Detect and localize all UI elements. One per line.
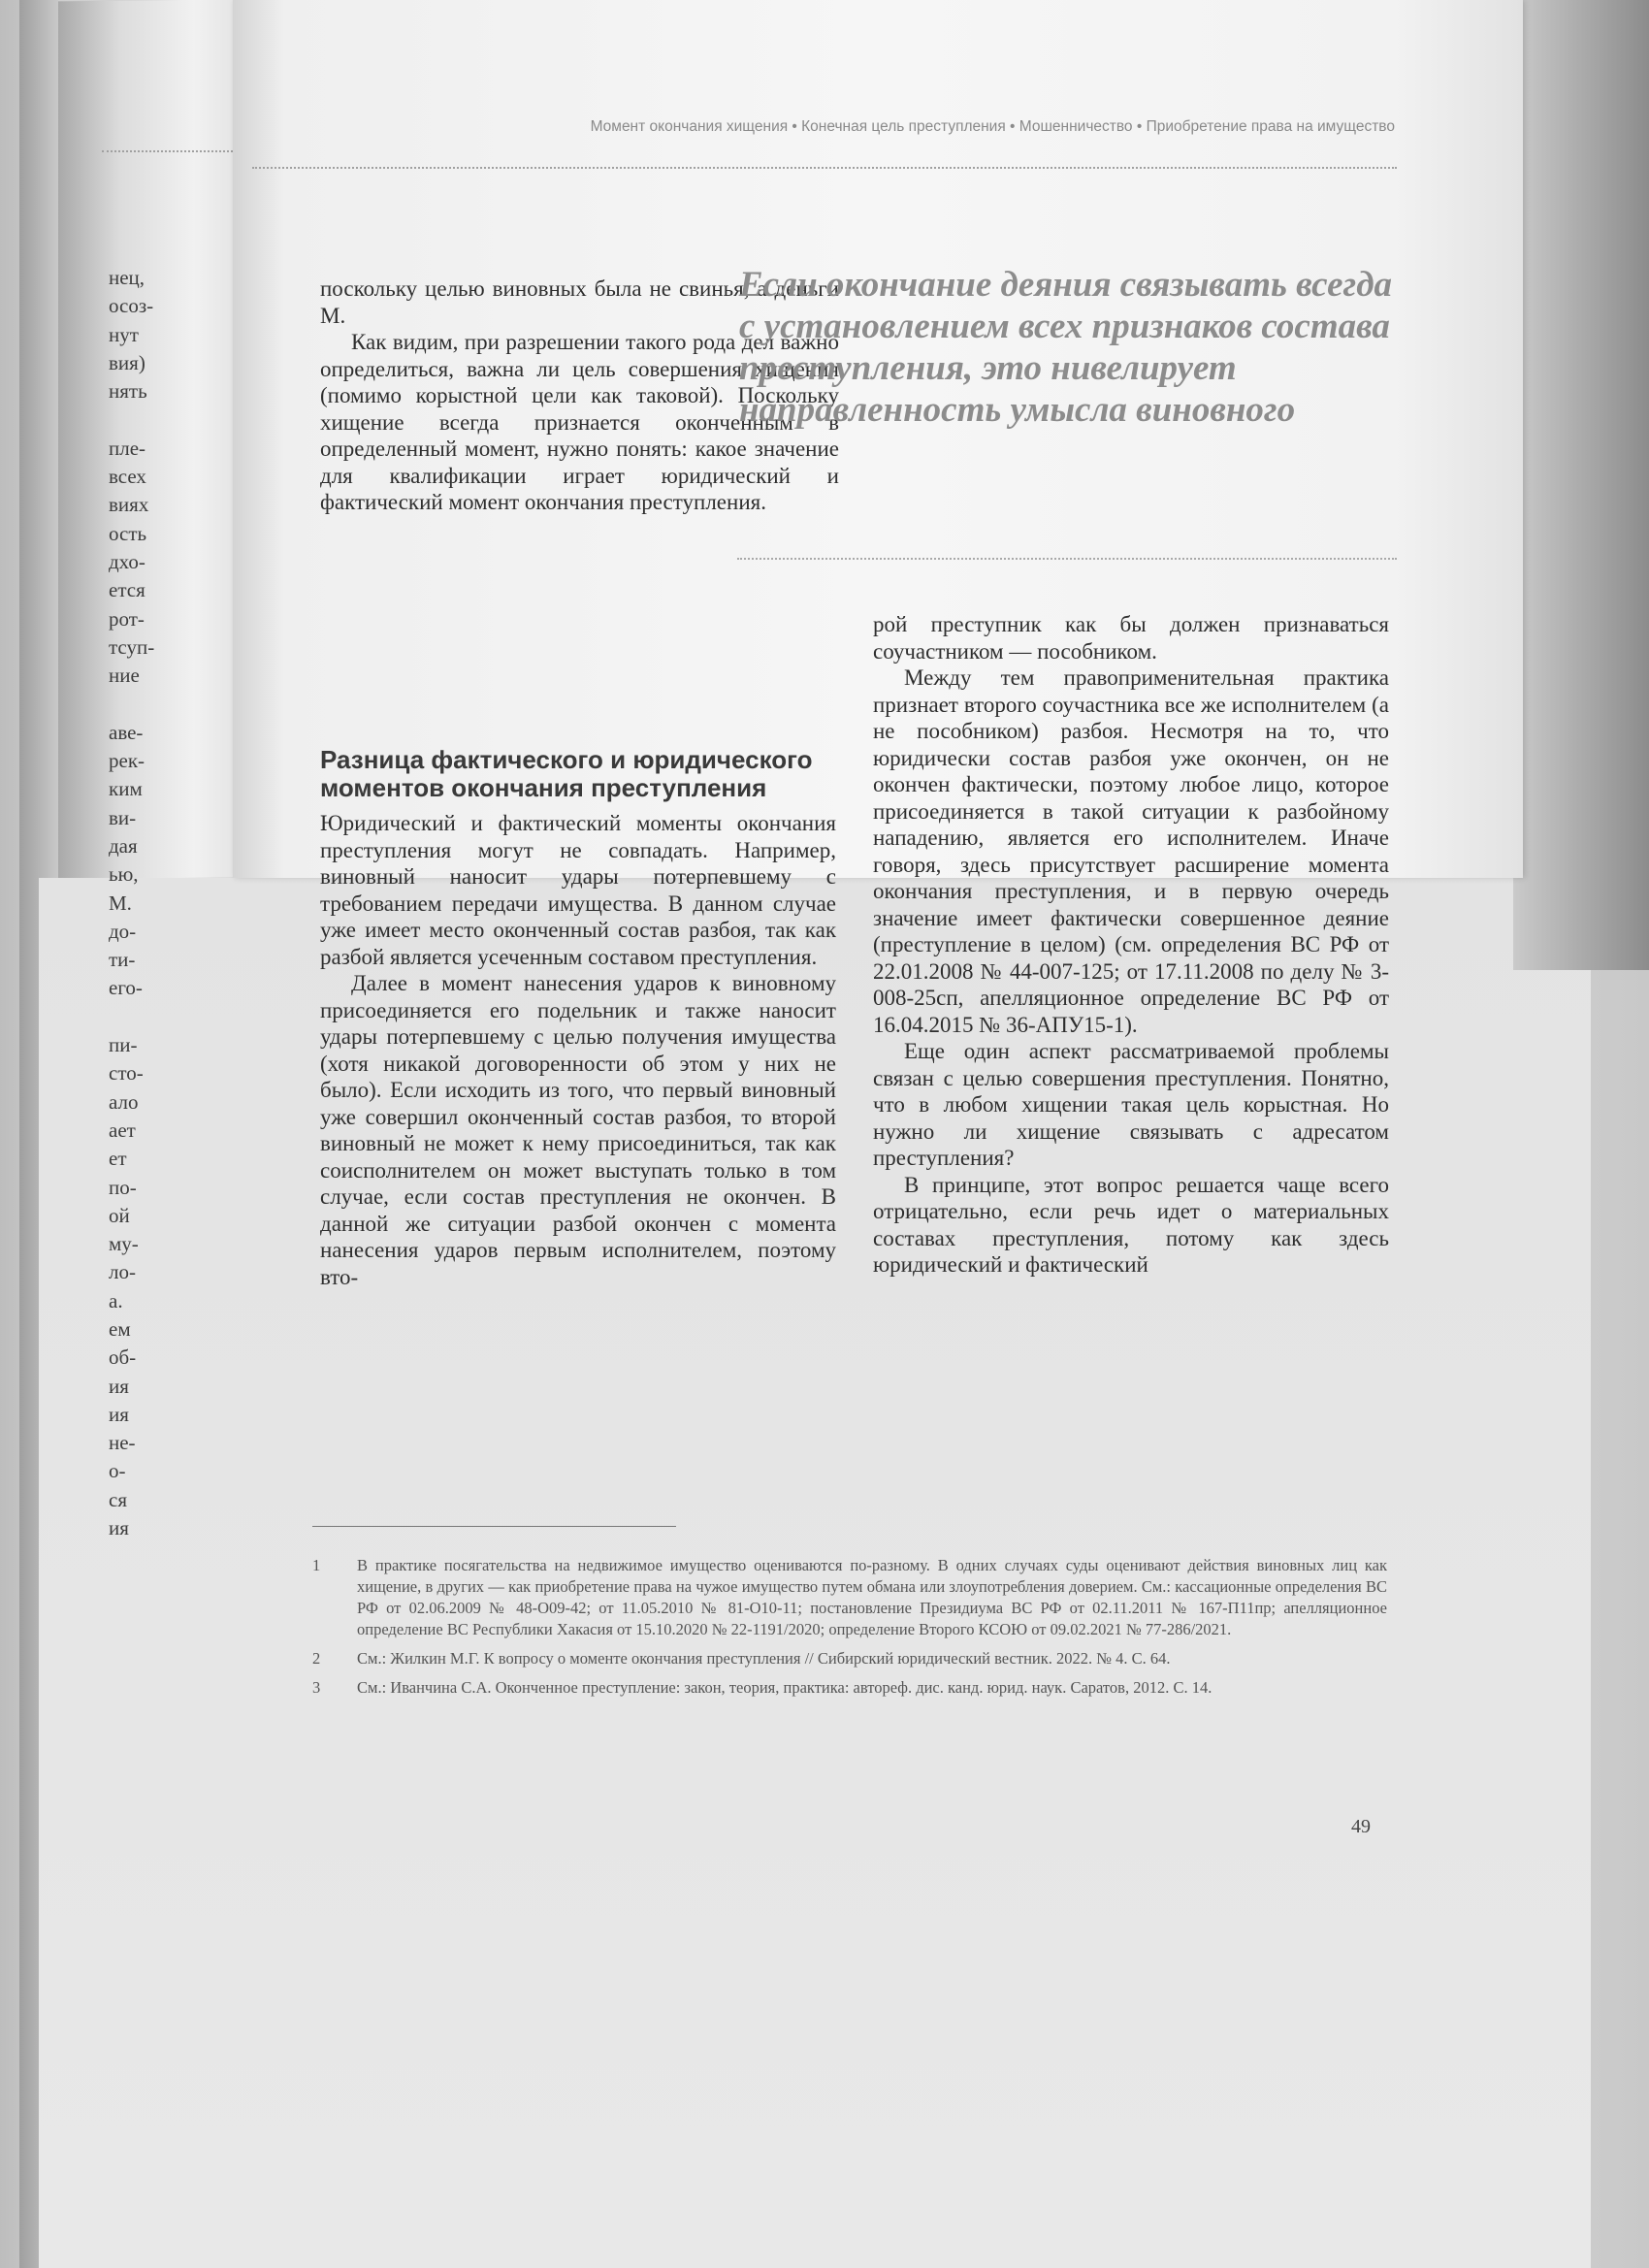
footnote-rule: [312, 1526, 676, 1527]
facing-page-line: его-: [109, 976, 143, 1000]
paragraph: Между тем правоприменительная практика признает второго соучастника все же исполнителем (а не пособником) разбоя. Несмотря на то, что юридически состав разбоя уже окончен, он не окончен фактически, поэтому любое лицо, которое присоединяется в такой ситуации к разбойному нападению, является его исполнителем. Иначе говоря, здесь присутствует расширение момента окончания преступления, и в первую очередь значение имеет фактически совершенное деяние (преступление в целом) (см. определения ВС РФ от 22.01.2008 № 44-007-125; от 17.11.2008 по делу № 3-008-25сп, апелляционное определение ВС РФ от 16.04.2015 № 36-АПУ15-1).: [873, 665, 1389, 1037]
facing-page-line: виях: [109, 493, 149, 517]
paragraph: В принципе, этот вопрос решается чаще всего отрицательно, если речь идет о материальных составах преступления, потому как здесь юридический и фактический: [873, 1172, 1389, 1277]
footnote-number: 3: [312, 1678, 321, 1697]
paragraph: рой преступник как бы должен признаваться соучастником — пособником.: [873, 612, 1389, 664]
facing-page-line: дая: [109, 833, 138, 858]
facing-page-line: об-: [109, 1345, 137, 1370]
footnote-text: См.: Жилкин М.Г. К вопросу о моменте окончания преступления // Сибирский юридический вестник. 2022. № 4. С. 64.: [357, 1649, 1171, 1668]
page-number: 49: [1351, 1816, 1371, 1837]
facing-page-line: нец,: [109, 266, 146, 289]
facing-page-text: [109, 264, 181, 1542]
facing-page-line: ало: [109, 1089, 139, 1114]
facing-page-line: по-: [109, 1175, 137, 1199]
facing-page-line: ние: [109, 664, 140, 688]
facing-page-rule: [102, 150, 233, 152]
facing-page-line: ти-: [109, 948, 136, 972]
facing-page-line: ви-: [109, 805, 137, 829]
footnote-text: В практике посягательства на недвижимое имущество оцениваются по-разному. В одних случаях суды оценивают действия виновных лиц как хищение, в других — как приобретение права на чужое имущество путем обмана или злоупотребления доверием. См.: кассационные определения ВС РФ от 02.06.2009 № 48-О09-42; от 11.05.2010 № 81-О10-11; постановление Президиума ВС РФ от 02.11.2011 № 167-П11пр; апелляционное определение ВС Республики Хакасия от 15.10.2020 № 22-1191/2020; определение Второго КСОЮ от 09.02.2021 № 77-286/2021.: [357, 1556, 1387, 1638]
column-2: [873, 611, 1389, 1279]
facing-page-line: до-: [109, 919, 137, 943]
pull-quote: Если окончание деяния связывать всегда с установлением всех признаков состава преступления, это нивелирует направленность умысла виновного: [739, 265, 1393, 430]
facing-page-line: му-: [109, 1232, 139, 1256]
facing-page-line: сто-: [109, 1061, 144, 1085]
running-head: Момент окончания хищения • Конечная цель преступления • Мошенничество • Приобретение права на имущество: [590, 118, 1395, 135]
facing-page-line: ия: [109, 1374, 129, 1398]
footnote-number: 2: [312, 1649, 321, 1668]
footnote-number: 1: [312, 1556, 321, 1574]
pull-quote-rule: [737, 558, 1397, 560]
facing-page-line: пле-: [109, 436, 146, 460]
facing-page-line: рек-: [109, 749, 146, 773]
facing-page-line: ся: [109, 1487, 127, 1511]
facing-page-line: ется: [109, 578, 146, 602]
facing-page-line: пи-: [109, 1033, 138, 1057]
paragraph: Юридический и фактический моменты окончания преступления могут не совпадать. Например, виновный наносит удары потерпевшему с требованием передачи имущества. В данном случае уже имеет место оконченный состав разбоя, так как разбой является усеченным составом преступления.: [320, 811, 836, 969]
facing-page-line: нут: [109, 322, 139, 346]
footnotes: [312, 1555, 1387, 1706]
facing-page-line: ия: [109, 1402, 129, 1426]
facing-page-line: ким: [109, 777, 143, 801]
facing-page-line: всех: [109, 465, 146, 489]
facing-page-line: [109, 405, 181, 434]
paragraph: Как видим, при разрешении такого рода дел важно определиться, важна ли цель совершения хищения (помимо корыстной цели как таковой). Поскольку хищение всегда признается оконченным в определенный момент, нужно понять: какое значение для квалификации играет юридический и фактический момент окончания преступления.: [320, 330, 839, 514]
footnote: [312, 1555, 1387, 1640]
facing-page-line: ия: [109, 1516, 129, 1540]
footnote: [312, 1648, 1387, 1669]
facing-page-line: дхо-: [109, 549, 146, 573]
facing-page-line: тсуп-: [109, 634, 155, 659]
facing-page-line: М.: [109, 891, 132, 915]
facing-page-line: ой: [109, 1203, 130, 1227]
footnote: [312, 1677, 1387, 1699]
facing-page-line: ость: [109, 521, 147, 545]
footnote-text: См.: Иванчина С.А. Оконченное преступление: закон, теория, практика: автореф. дис. канд. юрид. наук. Саратов, 2012. С. 14.: [357, 1678, 1212, 1697]
facing-page-line: ает: [109, 1118, 136, 1142]
facing-page-line: ью,: [109, 862, 139, 887]
column-1-bottom: [320, 723, 836, 1290]
running-head-rule: [252, 167, 1397, 169]
facing-page-line: ем: [109, 1316, 131, 1341]
facing-page-line: не-: [109, 1431, 136, 1455]
facing-page-line: ло-: [109, 1260, 136, 1284]
facing-page-line: [109, 690, 181, 718]
facing-page-line: ет: [109, 1147, 127, 1171]
facing-page-line: а.: [109, 1288, 123, 1312]
paragraph: поскольку целью виновных была не свинья, а деньги М.: [320, 276, 839, 328]
facing-page-line: рот-: [109, 606, 145, 631]
facing-page-line: о-: [109, 1459, 126, 1483]
facing-page-line: [109, 1003, 181, 1031]
facing-page-line: осоз-: [109, 294, 154, 318]
paragraph: Еще один аспект рассматриваемой проблемы связан с целью совершения преступления. Понятно, что в любом хищении такая цель корыстная. Но нужно ли хищение связывать с адресатом преступления?: [873, 1039, 1389, 1170]
section-heading: Разница фактического и юридического моментов окончания преступления: [320, 745, 813, 802]
facing-page-line: нять: [109, 379, 147, 404]
facing-page-line: вия): [109, 350, 146, 374]
facing-page-line: аве-: [109, 720, 144, 744]
paragraph: Далее в момент нанесения ударов к виновному присоединяется его подельник и также наносит удары потерпевшему с целью получения имущества (хотя никакой договоренности об этом у них не было). Если исходить из того, что первый виновный уже совершил оконченный состав разбоя, то второй виновный не может к нему присоединиться, так как соисполнителем он может выступать только в том случае, если состав преступления не окончен. В данной же ситуации разбой окончен с момента нанесения ударов первым исполнителем, поэтому вто-: [320, 971, 836, 1289]
page-edge-shadow: [1513, 0, 1649, 970]
